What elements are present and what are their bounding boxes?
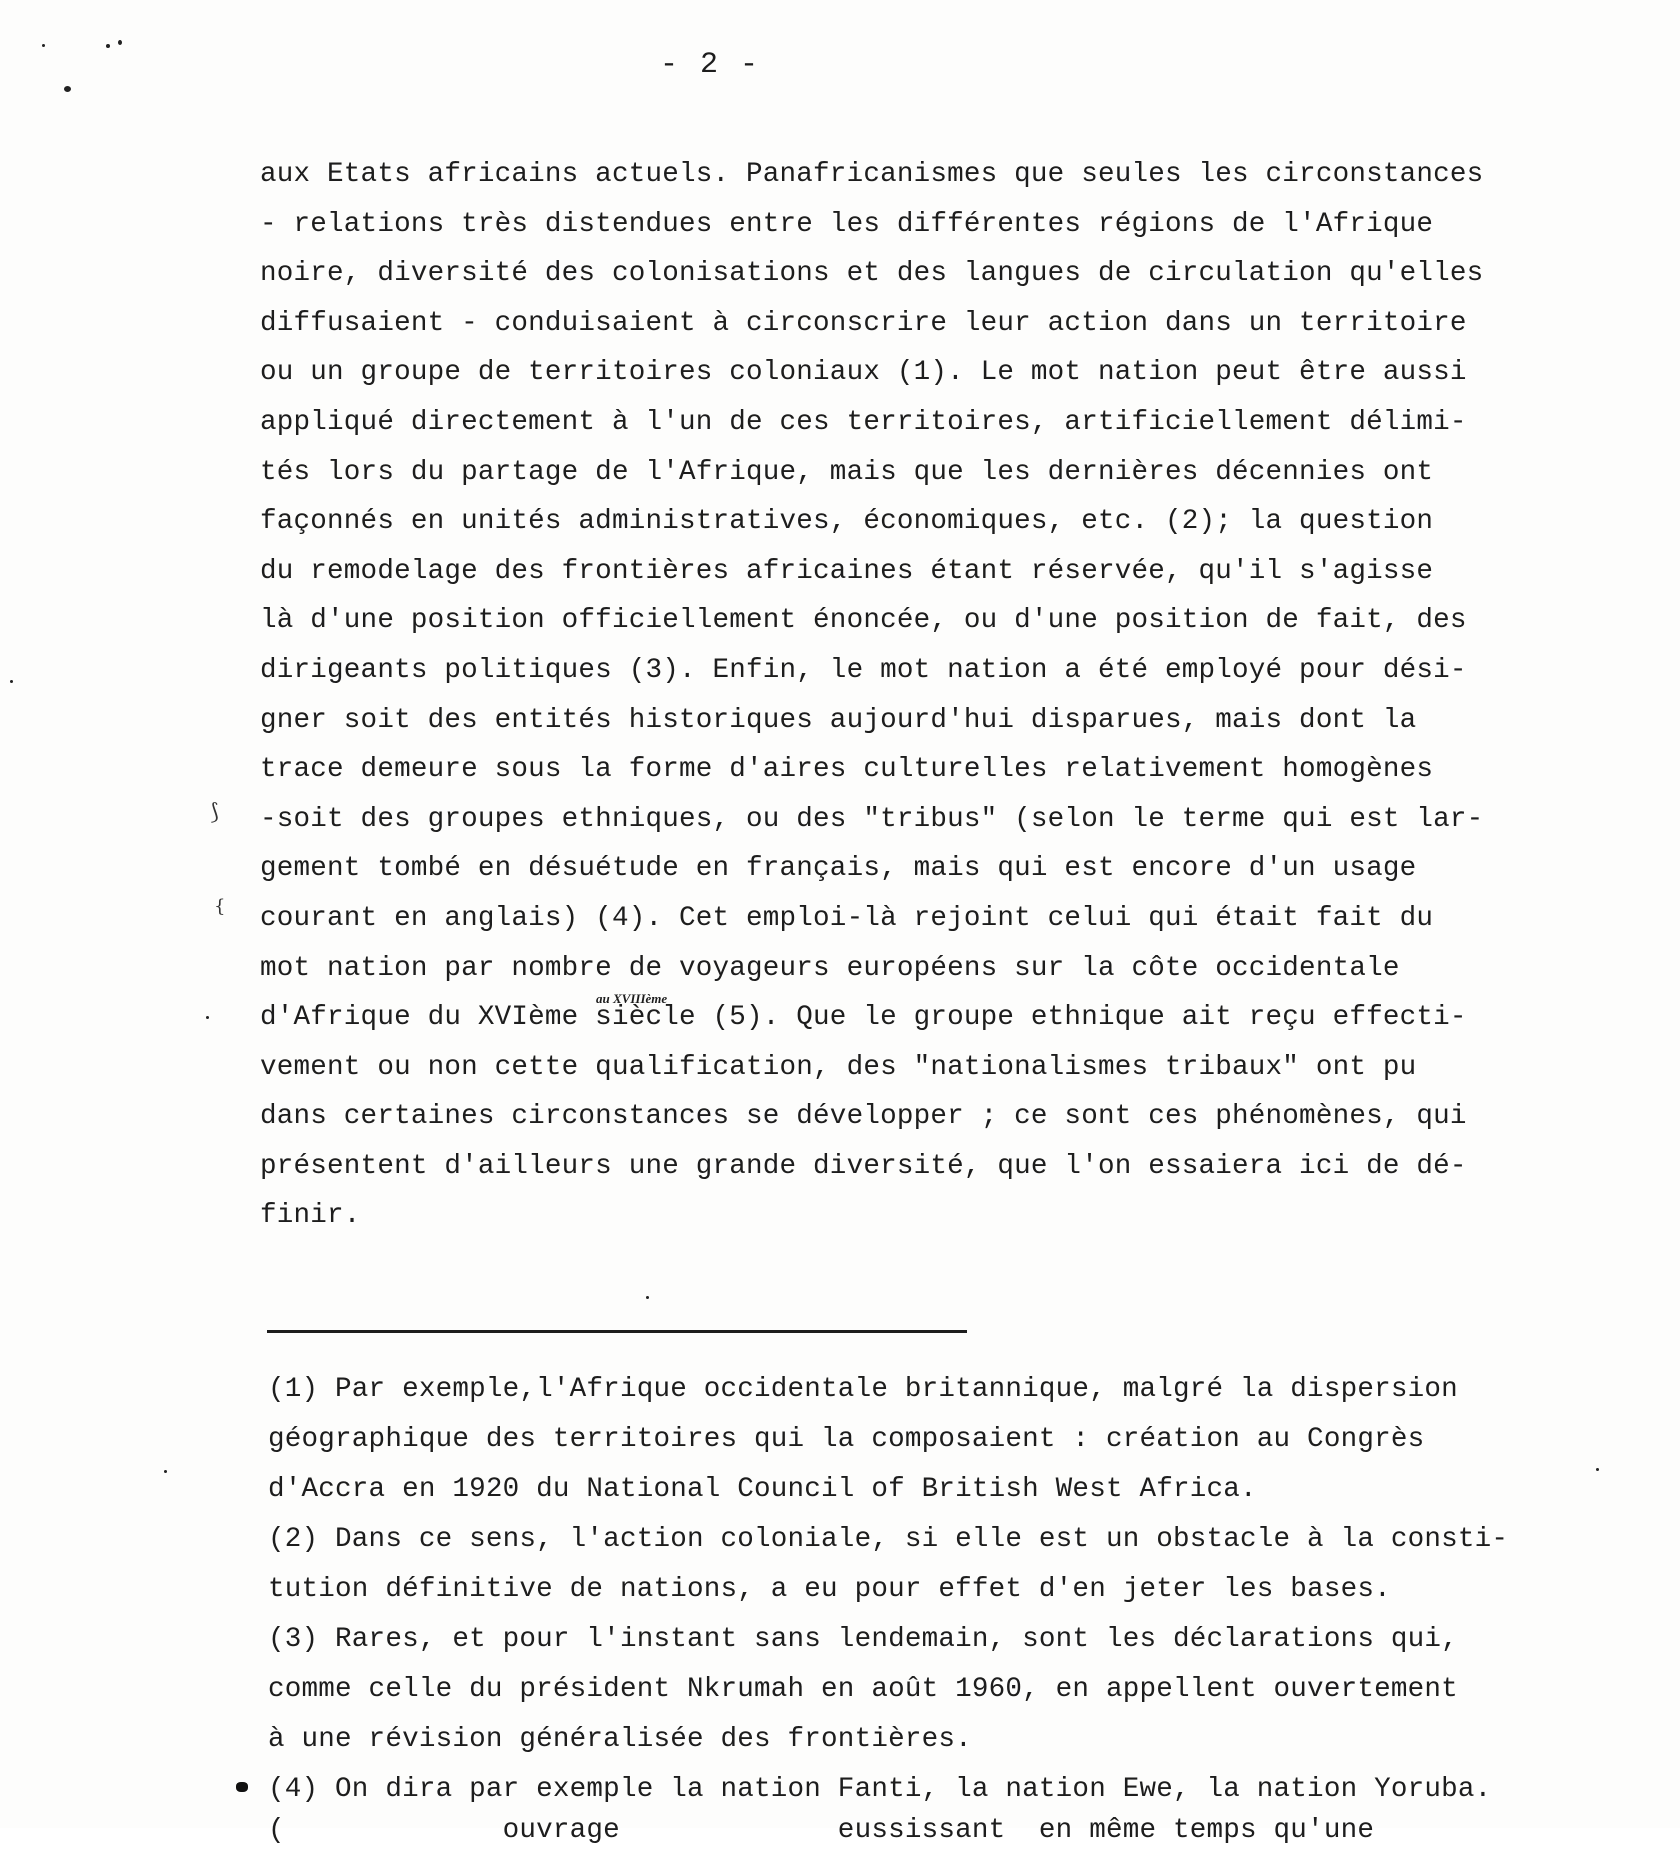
body-line: trace demeure sous la forme d'aires culturelles relativement homogènes <box>260 754 1434 786</box>
footnote-line: (4) On dira par exemple la nation Fanti, la nation Ewe, la nation Yoruba. <box>268 1774 1492 1805</box>
footnote-line: tution définitive de nations, a eu pour effet d'en jeter les bases. <box>268 1574 1391 1605</box>
body-line: diffusaient - conduisaient à circonscrire leur action dans un territoire <box>260 307 1467 339</box>
footnote-line: (3) Rares, et pour l'instant sans lendemain, sont les déclarations qui, <box>268 1624 1458 1655</box>
body-line: gement tombé en désuétude en français, mais qui est encore d'un usage <box>260 853 1417 885</box>
ink-speck <box>106 44 110 48</box>
ink-speck <box>118 40 122 45</box>
ink-speck <box>10 680 13 683</box>
footnote-line: d'Accra en 1920 du National Council of British West Africa. <box>268 1474 1257 1505</box>
body-line: aux Etats africains actuels. Panafricanismes que seules les circonstances <box>260 159 1484 190</box>
footnote-line: ( ouvrage eussissant en même temps qu'une <box>268 1815 1375 1846</box>
body-line: présentent d'ailleurs une grande diversité, que l'on essaiera ici de dé- <box>260 1150 1467 1182</box>
body-line: finir. <box>260 1200 361 1232</box>
body-line: courant en anglais) (4). Cet emploi-là rejoint celui qui était fait du <box>260 902 1434 934</box>
ink-speck <box>164 1470 167 1473</box>
body-line: - relations très distendues entre les différentes régions de l'Afrique <box>260 208 1434 240</box>
body-line: noire, diversité des colonisations et des langues de circulation qu'elles <box>260 258 1484 290</box>
ink-speck <box>64 86 71 92</box>
footnote-separator <box>267 1330 967 1333</box>
body-line: dirigeants politiques (3). Enfin, le mot nation a été employé pour dési- <box>260 654 1467 686</box>
margin-bracket-mark: ⟆ <box>210 800 219 825</box>
body-line: vement ou non cette qualification, des "nationalismes tribaux" ont pu <box>260 1051 1417 1083</box>
body-line: façonnés en unités administratives, économiques, etc. (2); la question <box>260 506 1434 538</box>
body-line: du remodelage des frontières africaines étant réservée, qu'il s'agisse <box>260 555 1434 587</box>
page-number: - 2 - <box>660 48 761 82</box>
footnotes <box>268 1365 1648 1815</box>
margin-bullet <box>236 1782 248 1792</box>
footnote-line: comme celle du président Nkrumah en août 1960, en appellent ouvertement <box>268 1674 1458 1705</box>
body-line: mot nation par nombre de voyageurs européens sur la côte occidentale <box>260 952 1400 984</box>
body-line: gner soit des entités historiques aujourd'hui disparues, mais dont la <box>260 704 1417 736</box>
footnote-line: à une révision généralisée des frontières. <box>268 1724 972 1755</box>
body-line: tés lors du partage de l'Afrique, mais que les dernières décennies ont <box>260 456 1434 488</box>
truncated-footnote <box>268 1806 1628 1846</box>
body-line: d'Afrique du XVIème siècle (5). Que le groupe ethnique ait reçu effecti- <box>260 1002 1467 1034</box>
footnote-line: géographique des territoires qui la composaient : création au Congrès <box>268 1424 1425 1455</box>
body-line: ou un groupe de territoires coloniaux (1). Le mot nation peut être aussi <box>260 357 1467 389</box>
ink-speck <box>646 1296 649 1299</box>
body-line: -soit des groupes ethniques, ou des "tribus" (selon le terme qui est lar- <box>260 803 1484 835</box>
margin-bracket-mark: { <box>214 896 226 917</box>
body-line: appliqué directement à l'un de ces territoires, artificiellement délimi- <box>260 406 1467 438</box>
footnote-line: (2) Dans ce sens, l'action coloniale, si elle est un obstacle à la consti- <box>268 1524 1509 1555</box>
body-line: là d'une position officiellement énoncée, ou d'une position de fait, des <box>260 605 1467 637</box>
body-paragraph <box>260 150 1620 1241</box>
ink-speck <box>206 1016 209 1019</box>
handwritten-insertion: au XVIIIème <box>596 991 668 1006</box>
footnote-line: (1) Par exemple,l'Afrique occidentale britannique, malgré la dispersion <box>268 1374 1458 1405</box>
body-line: dans certaines circonstances se développer ; ce sont ces phénomènes, qui <box>260 1101 1467 1133</box>
ink-speck <box>42 44 45 47</box>
